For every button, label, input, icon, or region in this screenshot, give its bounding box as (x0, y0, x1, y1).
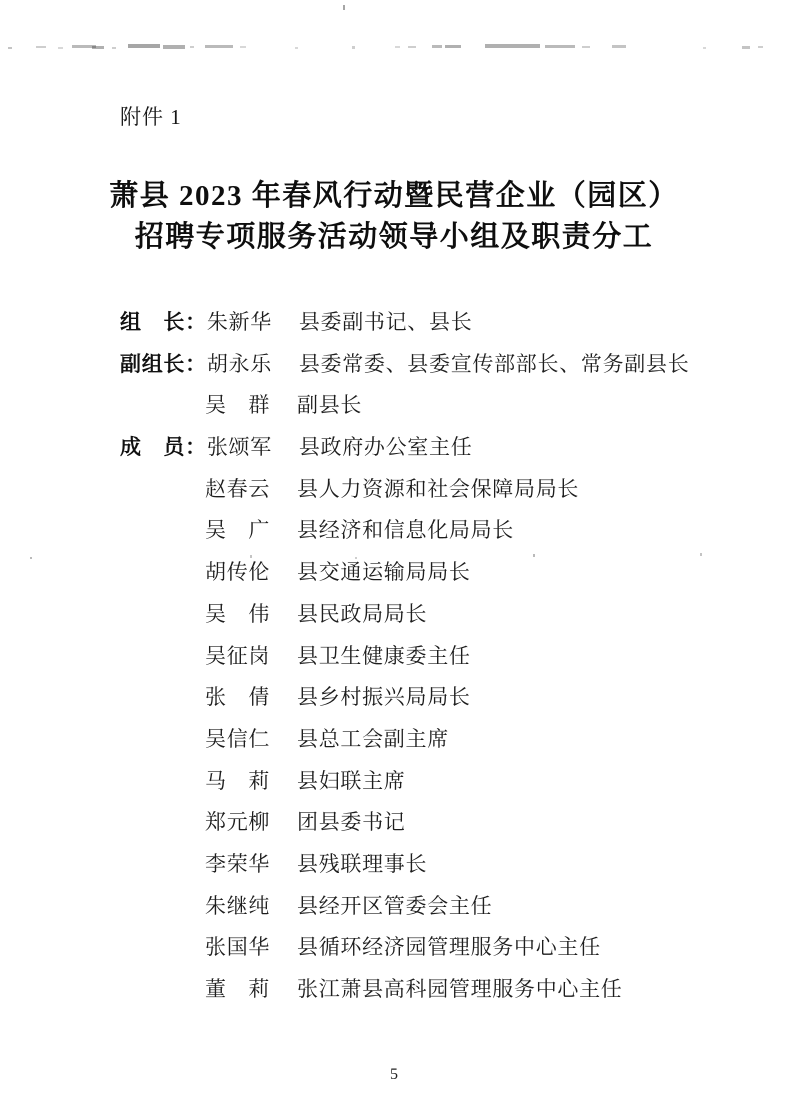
roster-row (120, 302, 720, 344)
member-title: 县妇联主席 (297, 768, 406, 793)
member-title: 县乡村振兴局局长 (297, 685, 471, 710)
row-role-label (120, 469, 205, 511)
row-role-label (120, 802, 205, 844)
page-number: 5 (390, 1066, 398, 1083)
roster-row (120, 344, 720, 386)
roster-row (120, 552, 720, 594)
member-name: 张颂军 (206, 435, 272, 460)
scan-noise-dash (758, 46, 763, 48)
row-role-label (120, 844, 205, 886)
document-title-line2: 招聘专项服务活动领导小组及职责分工 (134, 221, 654, 253)
scan-noise-dash (163, 45, 185, 49)
row-role-label (120, 552, 205, 594)
member-name: 胡永乐 (206, 351, 272, 376)
member-title: 县卫生健康委主任 (297, 643, 471, 668)
roster-row (120, 594, 720, 636)
roster-row (120, 761, 720, 803)
member-title: 张江萧县高科园管理服务中心主任 (297, 977, 623, 1001)
row-role-label (120, 927, 205, 969)
row-role-label (120, 761, 205, 803)
roster-row (120, 802, 720, 844)
member-title: 县委常委、县委宣传部部长、常务副县长 (298, 351, 690, 376)
member-name: 马 莉 (205, 768, 271, 793)
roster-row (120, 510, 720, 552)
scan-noise-dash (742, 46, 750, 49)
scan-noise-dash (485, 44, 540, 48)
scan-noise-dash (432, 45, 442, 48)
row-role-label: 组 长： (120, 310, 207, 334)
row-role-label (120, 594, 205, 636)
row-role-label (120, 719, 205, 761)
member-title: 县残联理事长 (297, 851, 428, 876)
document-title-line1: 萧县 2023 年春风行动暨民营企业（园区） (109, 180, 679, 212)
scan-noise-dash (72, 45, 96, 48)
row-role-label (120, 969, 205, 1011)
roster-row (120, 927, 720, 969)
scan-noise-dash (112, 47, 116, 49)
scan-noise-dash (128, 44, 160, 48)
roster-row (120, 969, 720, 1011)
member-name: 张国华 (205, 935, 271, 960)
member-name: 胡传伦 (205, 560, 271, 585)
roster (120, 302, 720, 1011)
scan-noise-dash (408, 46, 416, 48)
member-title: 县经济和信息化局局长 (297, 518, 514, 543)
scan-noise-dash (352, 46, 355, 49)
roster-row (120, 844, 720, 886)
roster-row (120, 636, 720, 678)
scan-noise-dash (343, 5, 345, 10)
member-title: 县总工会副主席 (297, 726, 449, 751)
scan-noise-dash (240, 46, 246, 48)
member-name: 朱新华 (206, 310, 272, 334)
member-name: 赵春云 (205, 476, 271, 501)
roster-row (120, 719, 720, 761)
roster-row (120, 427, 720, 469)
document-title (0, 176, 788, 258)
scan-noise-dash (190, 46, 194, 48)
member-name: 吴 广 (205, 518, 271, 543)
scan-noise-dot (30, 557, 32, 559)
row-role-label (120, 510, 205, 552)
member-name: 张 倩 (205, 685, 271, 710)
member-name: 吴信仁 (205, 726, 271, 751)
member-name: 吴 伟 (205, 601, 271, 626)
member-title: 县循环经济园管理服务中心主任 (297, 935, 601, 960)
scan-noise-dash (92, 46, 104, 49)
scan-noise-dash (295, 47, 298, 49)
roster-row (120, 677, 720, 719)
scan-noise-dash (36, 46, 46, 48)
row-role-label (120, 385, 205, 427)
scan-noise-dash (703, 47, 706, 49)
row-role-label (120, 886, 205, 928)
scan-noise-dash (8, 47, 12, 49)
roster-row (120, 469, 720, 511)
scan-noise-dash (545, 45, 575, 48)
member-name: 郑元柳 (205, 810, 271, 835)
scan-noise-dash (445, 45, 461, 48)
roster-row (120, 886, 720, 928)
row-role-label (120, 677, 205, 719)
member-title: 副县长 (297, 393, 363, 418)
attachment-label: 附件 1 (120, 105, 182, 129)
member-title: 县民政局局长 (297, 601, 428, 626)
member-title: 县委副书记、县长 (298, 310, 473, 334)
scan-noise-dash (205, 45, 233, 48)
member-name: 李荣华 (205, 851, 271, 876)
row-role-label: 成 员： (120, 435, 207, 460)
scan-noise-dash (612, 45, 626, 48)
roster-row (120, 385, 720, 427)
member-title: 县人力资源和社会保障局局长 (297, 476, 580, 501)
member-title: 县交通运输局局长 (297, 560, 471, 585)
member-title: 县政府办公室主任 (298, 435, 473, 460)
member-name: 吴 群 (205, 393, 271, 418)
scan-noise-dash (395, 46, 400, 48)
member-name: 朱继纯 (205, 893, 271, 918)
member-title: 县经开区管委会主任 (297, 893, 493, 918)
scan-noise-dash (582, 46, 590, 48)
member-title: 团县委书记 (297, 810, 406, 835)
row-role-label: 副组长： (120, 351, 207, 376)
member-name: 吴征岗 (205, 643, 271, 668)
member-name: 董 莉 (205, 977, 271, 1001)
scan-noise-dash (58, 47, 63, 49)
row-role-label (120, 636, 205, 678)
